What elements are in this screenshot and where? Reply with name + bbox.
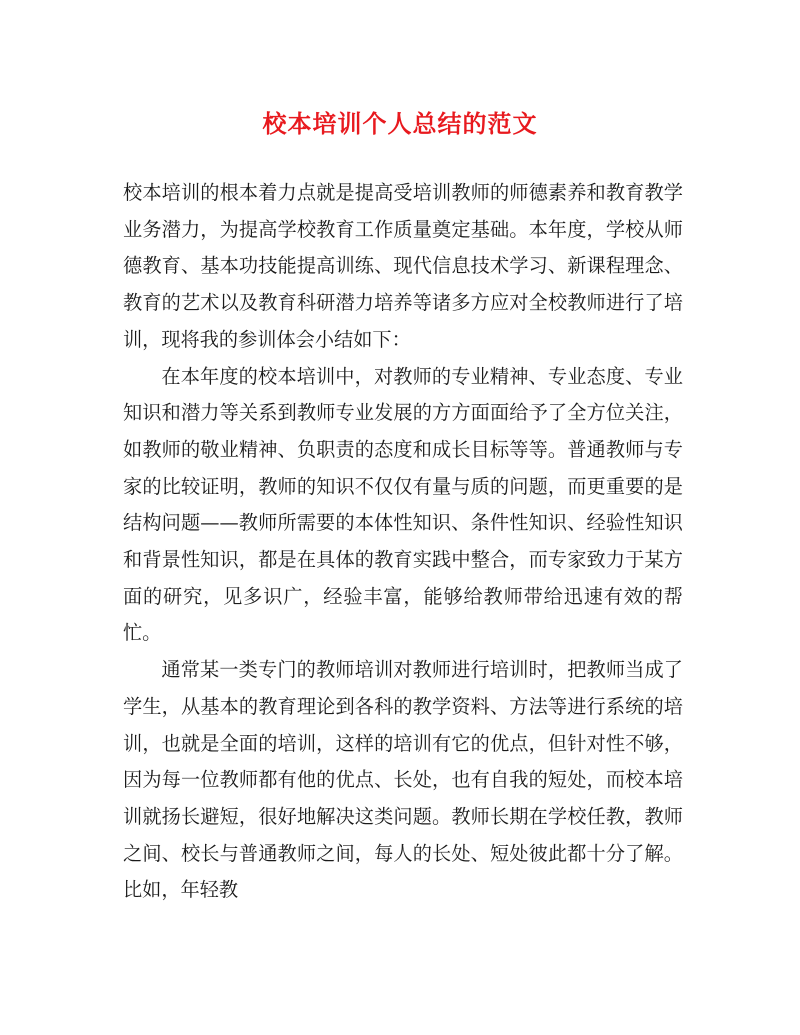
- paragraph-professional-development: 在本年度的校本培训中，对教师的专业精神、专业态度、专业知识和潜力等关系到教师专业发展的方方面面给予了全方位关注，如教师的敬业精神、负职责的态度和成长目标等等。普通教师与专家的比较证明，教师的知识不仅仅有量与质的问题，而更重要的是结构问题——教师所需要的本体性知识、条件性知识、经验性知识和背景性知识，都是在具体的教育实践中整合，而专家致力于某方面的研究，见多识广，经验丰富，能够给教师带给迅速有效的帮忙。: [123, 364, 683, 645]
- document-body: [123, 175, 683, 909]
- paragraph-intro: 校本培训的根本着力点就是提高受培训教师的师德素养和教育教学业务潜力，为提高学校教育工作质量奠定基础。本年度，学校从师德教育、基本功技能提高训练、现代信息技术学习、新课程理念、教育的艺术以及教育科研潜力培养等诸多方应对全校教师进行了培训，现将我的参训体会小结如下：: [123, 181, 683, 351]
- document-title: 校本培训个人总结的范文: [262, 109, 538, 138]
- paragraph-targeted-training: 通常某一类专门的教师培训对教师进行培训时，把教师当成了学生，从基本的教育理论到各科的教学资料、方法等进行系统的培训，也就是全面的培训，这样的培训有它的优点，但针对性不够，因为每一位教师都有他的优点、长处，也有自我的短处，而校本培训就扬长避短，很好地解决这类问题。教师长期在学校任教，教师之间、校长与普通教师之间，每人的长处、短处彼此都十分了解。比如，年轻教: [123, 658, 683, 902]
